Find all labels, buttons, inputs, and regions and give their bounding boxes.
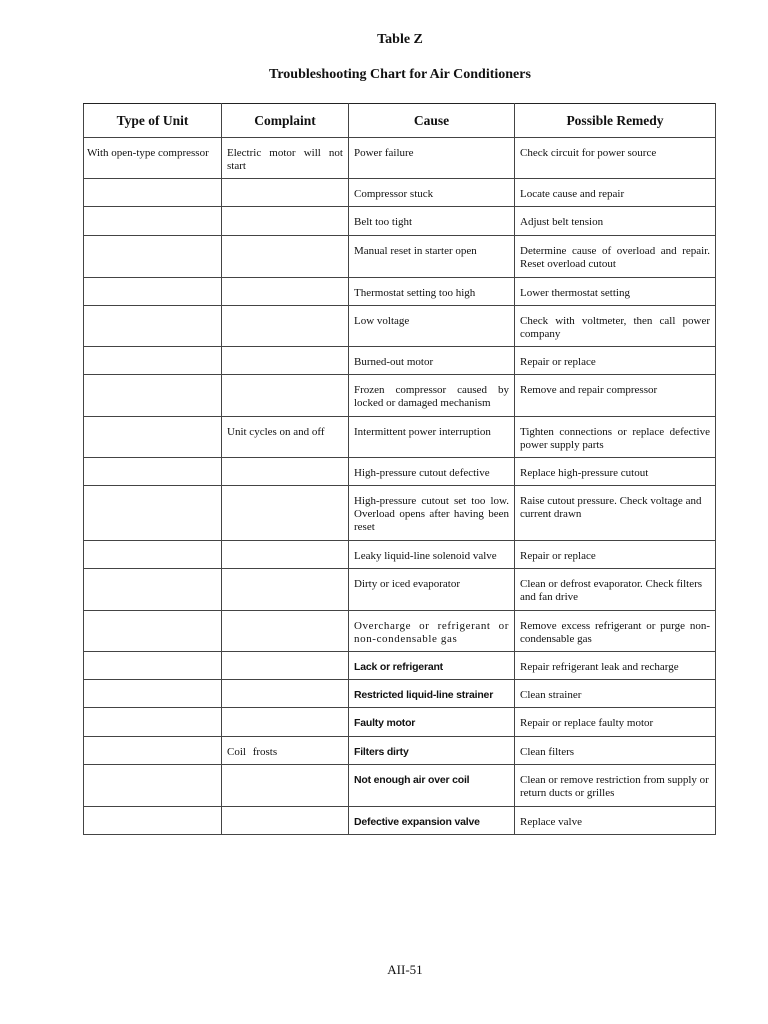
- cell-complaint: [222, 347, 349, 375]
- cell-remedy: Raise cutout pressure. Check voltage and current drawn: [515, 486, 716, 541]
- cell-unit: With open-type compressor: [84, 138, 222, 179]
- cell-unit: [84, 306, 222, 347]
- cell-unit: [84, 278, 222, 306]
- table-row: [84, 652, 716, 680]
- table-row: [84, 417, 716, 458]
- cell-unit: [84, 765, 222, 807]
- cell-unit: [84, 807, 222, 835]
- cell-cause: Not enough air over coil: [349, 765, 515, 807]
- cell-remedy: Clean filters: [515, 737, 716, 765]
- cell-remedy: Replace high-pressure cutout: [515, 458, 716, 486]
- table-row: [84, 680, 716, 708]
- cell-cause: Burned-out motor: [349, 347, 515, 375]
- cell-complaint: Coil frosts: [222, 737, 349, 765]
- table-row: [84, 278, 716, 306]
- cell-unit: [84, 737, 222, 765]
- cell-cause: Thermostat setting too high: [349, 278, 515, 306]
- table-row: [84, 138, 716, 179]
- cell-unit: [84, 708, 222, 737]
- troubleshooting-table: [83, 103, 716, 835]
- cell-remedy: Clean strainer: [515, 680, 716, 708]
- cell-complaint: [222, 765, 349, 807]
- cell-complaint: [222, 458, 349, 486]
- cell-cause: Belt too tight: [349, 207, 515, 236]
- cell-complaint: [222, 306, 349, 347]
- cell-remedy: Locate cause and repair: [515, 179, 716, 207]
- cell-unit: [84, 569, 222, 611]
- cell-cause: Leaky liquid-line solenoid valve: [349, 541, 515, 569]
- cell-remedy: Clean or remove restriction from supply or return ducts or grilles: [515, 765, 716, 807]
- header-cause: Cause: [349, 104, 515, 138]
- cell-cause: Filters dirty: [349, 737, 515, 765]
- cell-remedy: Repair refrigerant leak and recharge: [515, 652, 716, 680]
- cell-complaint: [222, 278, 349, 306]
- cell-complaint: [222, 680, 349, 708]
- cell-unit: [84, 611, 222, 652]
- cell-complaint: [222, 569, 349, 611]
- cell-complaint: [222, 375, 349, 417]
- cell-unit: [84, 417, 222, 458]
- cell-remedy: Tighten connections or replace defective power supply parts: [515, 417, 716, 458]
- table-label: Table Z: [377, 32, 423, 47]
- cell-remedy: Remove and repair compressor: [515, 375, 716, 417]
- cell-cause: Lack or refrigerant: [349, 652, 515, 680]
- cell-cause: Frozen compressor caused by locked or damaged mechanism: [349, 375, 515, 417]
- table-row: [84, 611, 716, 652]
- document-title: Troubleshooting Chart for Air Conditioners: [269, 67, 531, 82]
- cell-cause: Overcharge or refrigerant or non-condensable gas: [349, 611, 515, 652]
- cell-remedy: Check with voltmeter, then call power company: [515, 306, 716, 347]
- table-row: [84, 179, 716, 207]
- table-header-row: [84, 104, 716, 138]
- cell-remedy: Repair or replace: [515, 347, 716, 375]
- header-type-of-unit: Type of Unit: [84, 104, 222, 138]
- cell-complaint: [222, 652, 349, 680]
- cell-cause: Power failure: [349, 138, 515, 179]
- cell-unit: [84, 541, 222, 569]
- cell-remedy: Repair or replace faulty motor: [515, 708, 716, 737]
- troubleshooting-table-container: [83, 103, 716, 835]
- cell-unit: [84, 179, 222, 207]
- cell-complaint: [222, 207, 349, 236]
- cell-cause: High-pressure cutout set too low. Overload opens after having been reset: [349, 486, 515, 541]
- cell-remedy: Determine cause of overload and repair. Reset overload cutout: [515, 236, 716, 278]
- table-row: [84, 236, 716, 278]
- cell-cause: Dirty or iced evaporator: [349, 569, 515, 611]
- cell-complaint: [222, 541, 349, 569]
- cell-remedy: Remove excess refrigerant or purge non-condensable gas: [515, 611, 716, 652]
- header-possible-remedy: Possible Remedy: [515, 104, 716, 138]
- cell-complaint: [222, 807, 349, 835]
- cell-complaint: [222, 708, 349, 737]
- table-row: [84, 807, 716, 835]
- cell-cause: Intermittent power interruption: [349, 417, 515, 458]
- table-row: [84, 737, 716, 765]
- table-row: [84, 207, 716, 236]
- table-row: [84, 347, 716, 375]
- cell-cause: Faulty motor: [349, 708, 515, 737]
- cell-cause: Restricted liquid-line strainer: [349, 680, 515, 708]
- cell-remedy: Lower thermostat setting: [515, 278, 716, 306]
- table-row: [84, 375, 716, 417]
- cell-complaint: [222, 611, 349, 652]
- cell-complaint: Electric motor will not start: [222, 138, 349, 179]
- cell-unit: [84, 652, 222, 680]
- table-row: [84, 569, 716, 611]
- cell-cause: Compressor stuck: [349, 179, 515, 207]
- page-number: AII-51: [387, 962, 423, 977]
- cell-unit: [84, 236, 222, 278]
- table-row: [84, 765, 716, 807]
- table-row: [84, 458, 716, 486]
- cell-unit: [84, 207, 222, 236]
- cell-remedy: Clean or defrost evaporator. Check filters and fan drive: [515, 569, 716, 611]
- cell-complaint: [222, 179, 349, 207]
- table-row: [84, 708, 716, 737]
- cell-remedy: Repair or replace: [515, 541, 716, 569]
- cell-complaint: Unit cycles on and off: [222, 417, 349, 458]
- table-row: [84, 306, 716, 347]
- cell-complaint: [222, 486, 349, 541]
- cell-unit: [84, 680, 222, 708]
- cell-unit: [84, 347, 222, 375]
- cell-remedy: Adjust belt tension: [515, 207, 716, 236]
- cell-cause: Manual reset in starter open: [349, 236, 515, 278]
- table-row: [84, 541, 716, 569]
- cell-cause: Defective expansion valve: [349, 807, 515, 835]
- cell-cause: High-pressure cutout defective: [349, 458, 515, 486]
- cell-unit: [84, 458, 222, 486]
- cell-remedy: Check circuit for power source: [515, 138, 716, 179]
- cell-cause: Low voltage: [349, 306, 515, 347]
- table-row: [84, 486, 716, 541]
- cell-unit: [84, 375, 222, 417]
- header-complaint: Complaint: [222, 104, 349, 138]
- cell-complaint: [222, 236, 349, 278]
- cell-remedy: Replace valve: [515, 807, 716, 835]
- cell-unit: [84, 486, 222, 541]
